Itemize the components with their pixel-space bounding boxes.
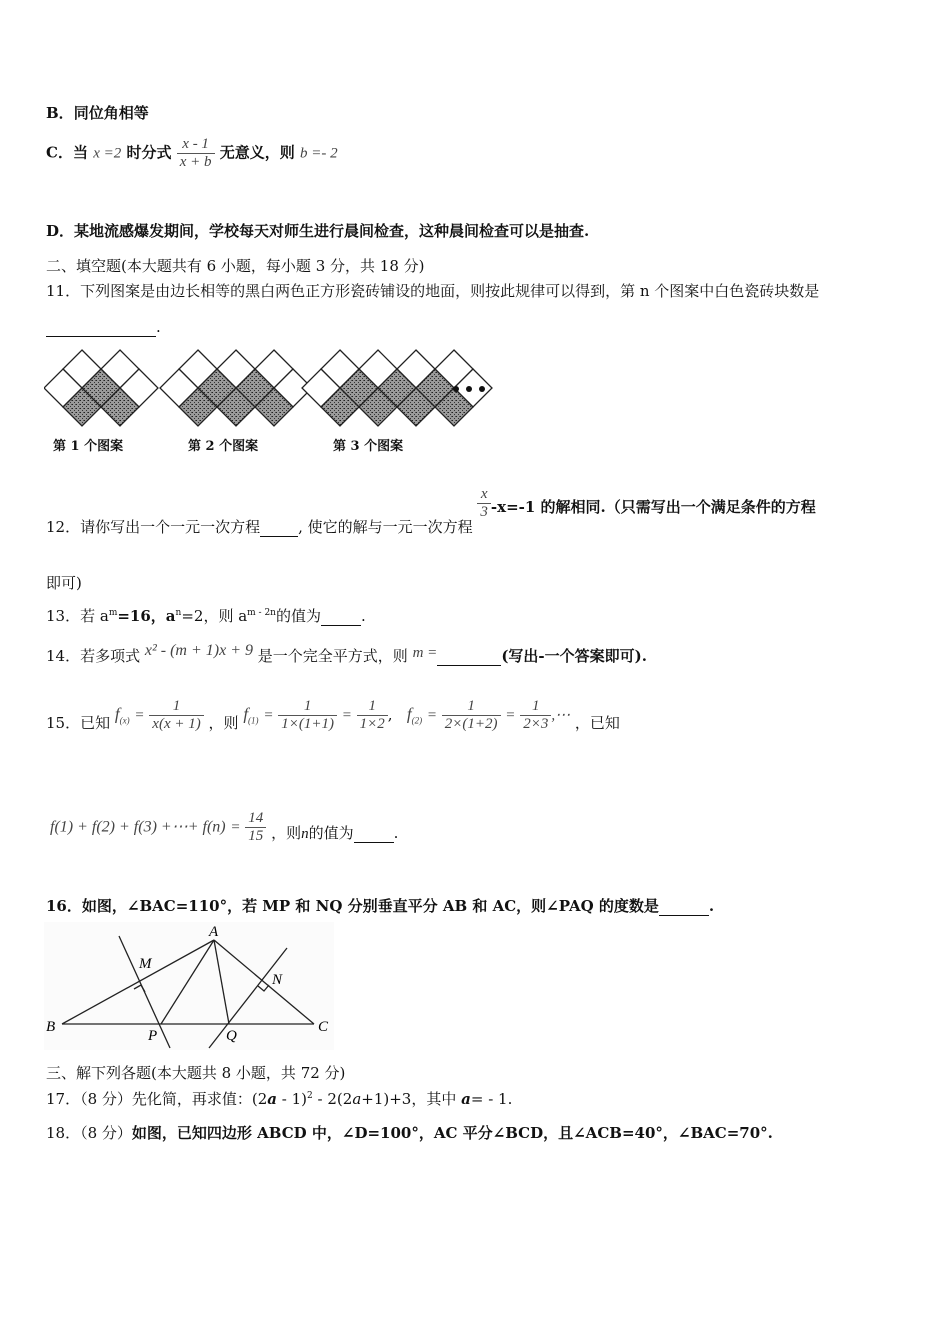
- figure-label-3: 第 3 个图案: [333, 439, 404, 454]
- answer-blank: [321, 607, 361, 626]
- label-m: M: [139, 956, 152, 972]
- answer-blank: [354, 824, 394, 843]
- figure-label-2: 第 2 个图案: [188, 439, 259, 454]
- section-title: 二、填空题(本大题共有 6 小题，每小题 3 分，共 18 分): [46, 257, 425, 275]
- label-q: Q: [226, 1028, 237, 1044]
- question-11: [46, 280, 819, 301]
- tile-pattern-3: [302, 350, 492, 426]
- answer-blank: [437, 647, 501, 666]
- question-text: , 使它的解与一元一次方程: [298, 517, 473, 536]
- option-text: 当: [72, 143, 88, 162]
- fraction: $\frac{x - 1}{x + b}$: [177, 136, 215, 171]
- option-text: 时分式: [126, 143, 172, 162]
- label-n: N: [272, 972, 283, 988]
- question-15-cont: f(1) + f(2) + f(3) +⋯+ f(n) = $\frac{14}{15}$ ，则n的值为 .: [50, 810, 399, 844]
- math-expr: f(1) + f(2) + f(3) +⋯+ f(n): [50, 818, 226, 836]
- question-text: 11．下列图案是由边长相等的黑白两色正方形瓷砖铺设的地面，则按此规律可以得到，第 n 个图案中白色瓷砖块数是: [46, 282, 820, 300]
- tile-pattern-2: [160, 350, 312, 426]
- option-label: C．: [46, 143, 73, 162]
- question-15: 15．已知 $f_{(x)}$ = $\frac{1}{x(x + 1)}$ ，则 $f_{(1)}$ = $\frac{1}{1\times(1+1)}$ = $\frac{1}{1\times 2}$ , $f_{(2)}$ = $\frac{1}{2\times(1+2)}$ = $\frac{1}{2\times 3}$ ,⋯ ，已知: [46, 698, 620, 732]
- question-text: 12．请你写出一个一元一次方程: [46, 517, 261, 536]
- tile-pattern-1: [44, 350, 158, 426]
- question-12-cont: 即可): [46, 574, 82, 592]
- option-text: 同位角相等: [73, 104, 149, 122]
- math-expr: b =- 2: [299, 145, 338, 162]
- punct: .: [156, 318, 161, 336]
- option-text: 无意义，则: [219, 143, 295, 162]
- option-label: B．: [46, 104, 74, 122]
- fraction: $\frac{x}{3}$: [477, 486, 491, 521]
- answer-line: [46, 318, 161, 337]
- option-text: 某地流感爆发期间，学校每天对师生进行晨间检查，这种晨间检查可以是抽查.: [74, 222, 590, 240]
- question-text: -x=-1 的解相同.（只需写出一个满足条件的方程: [490, 497, 816, 516]
- question-13: 13．若 $a^m=16$，$a^n=2$，则 $a^{m - 2n}$的值为 .: [46, 607, 366, 625]
- option-d: [46, 220, 589, 241]
- question-12: [46, 486, 816, 536]
- figure-label-1: 第 1 个图案: [53, 439, 124, 454]
- question-14: 14．若多项式 x² - (m + 1)x + 9 是一个完全平方式，则 m = (写出-一个答案即可).: [46, 642, 647, 665]
- question-16: 16．如图，∠BAC=110°，若 MP 和 NQ 分别垂直平分 AB 和 AC，则∠PAQ 的度数是 .: [46, 897, 715, 915]
- triangle-figure: [44, 922, 334, 1050]
- answer-blank: [46, 318, 156, 337]
- label-c: C: [318, 1019, 329, 1035]
- math-expr: x =2: [93, 145, 122, 162]
- label-b: B: [46, 1019, 56, 1035]
- answer-blank: [260, 518, 298, 537]
- fraction: $\frac{1}{x(x + 1)}$: [149, 698, 203, 733]
- label-p: P: [148, 1028, 158, 1044]
- option-c: [46, 136, 338, 171]
- math-expr: m =: [412, 645, 438, 661]
- section-title: 三、解下列各题(本大题共 8 小题，共 72 分): [46, 1064, 346, 1082]
- math-expr: x² - (m + 1)x + 9: [144, 642, 254, 659]
- question-18: 18．（8 分）如图，已知四边形 ABCD 中，∠D=100°，AC 平分∠BCD，且∠ACB=40°，∠BAC=70°.: [46, 1124, 773, 1142]
- option-label: D．: [46, 222, 75, 240]
- question-17: 17．（8 分）先化简，再求值：(2a - 1)$^2$ - 2(2a+1)+3，其中 a= - 1.: [46, 1090, 513, 1108]
- answer-blank: [659, 897, 709, 916]
- option-b: [46, 102, 149, 123]
- label-a: A: [209, 924, 219, 940]
